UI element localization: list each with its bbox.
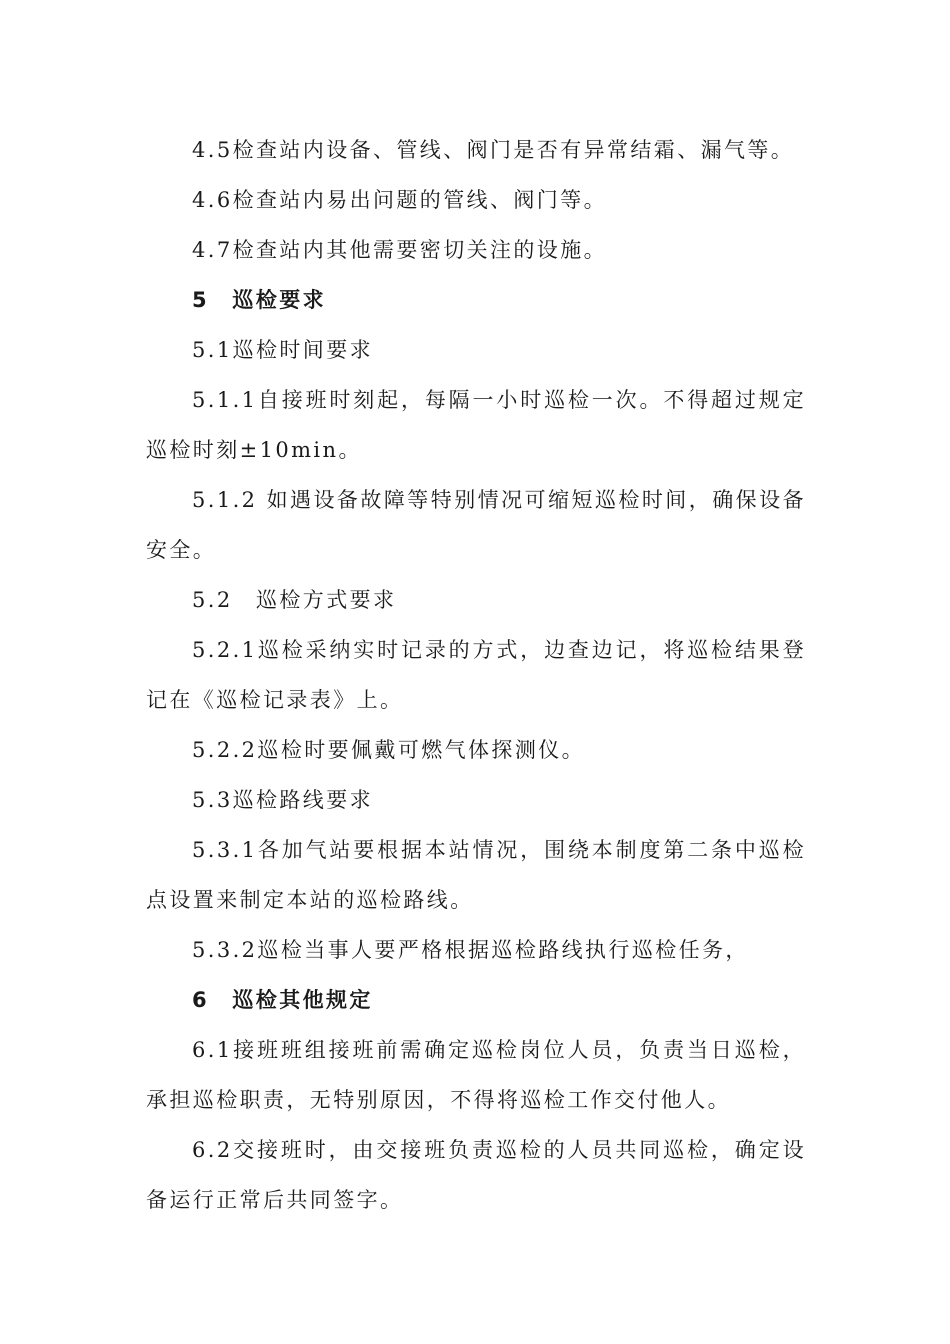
section-heading-6: 6 巡检其他规定	[192, 988, 373, 1012]
paragraph-6-1: 6.1接班班组接班前需确定巡检岗位人员，负责当日巡检，承担巡检职责，无特别原因，不得将巡检工作交付他人。	[146, 1038, 806, 1112]
paragraph-4-7: 4.7检查站内其他需要密切关注的设施。	[192, 238, 607, 262]
paragraph-5-3-2: 5.3.2巡检当事人要严格根据巡检路线执行巡检任务，	[192, 938, 749, 962]
paragraph-4-6: 4.6检查站内易出问题的管线、阀门等。	[192, 188, 607, 212]
paragraph-5-1-1: 5.1.1自接班时刻起，每隔一小时巡检一次。不得超过规定巡检时刻±10min。	[146, 388, 806, 462]
paragraph-5-1: 5.1巡检时间要求	[192, 338, 373, 362]
paragraph-4-5: 4.5检查站内设备、管线、阀门是否有异常结霜、漏气等。	[192, 138, 795, 162]
paragraph-5-2-2: 5.2.2巡检时要佩戴可燃气体探测仪。	[192, 738, 586, 762]
paragraph-5-3: 5.3巡检路线要求	[192, 788, 373, 812]
paragraph-5-3-1: 5.3.1各加气站要根据本站情况，围绕本制度第二条中巡检点设置来制定本站的巡检路线。	[146, 838, 806, 912]
paragraph-6-2: 6.2交接班时，由交接班负责巡检的人员共同巡检，确定设备运行正常后共同签字。	[146, 1138, 806, 1212]
paragraph-5-1-2: 5.1.2 如遇设备故障等特别情况可缩短巡检时间，确保设备安全。	[146, 488, 806, 562]
paragraph-5-2-1: 5.2.1巡检采纳实时记录的方式，边查边记，将巡检结果登记在《巡检记录表》上。	[146, 638, 806, 712]
paragraph-5-2: 5.2 巡检方式要求	[192, 588, 397, 612]
section-heading-5: 5 巡检要求	[192, 288, 327, 312]
document-body	[146, 125, 806, 1225]
